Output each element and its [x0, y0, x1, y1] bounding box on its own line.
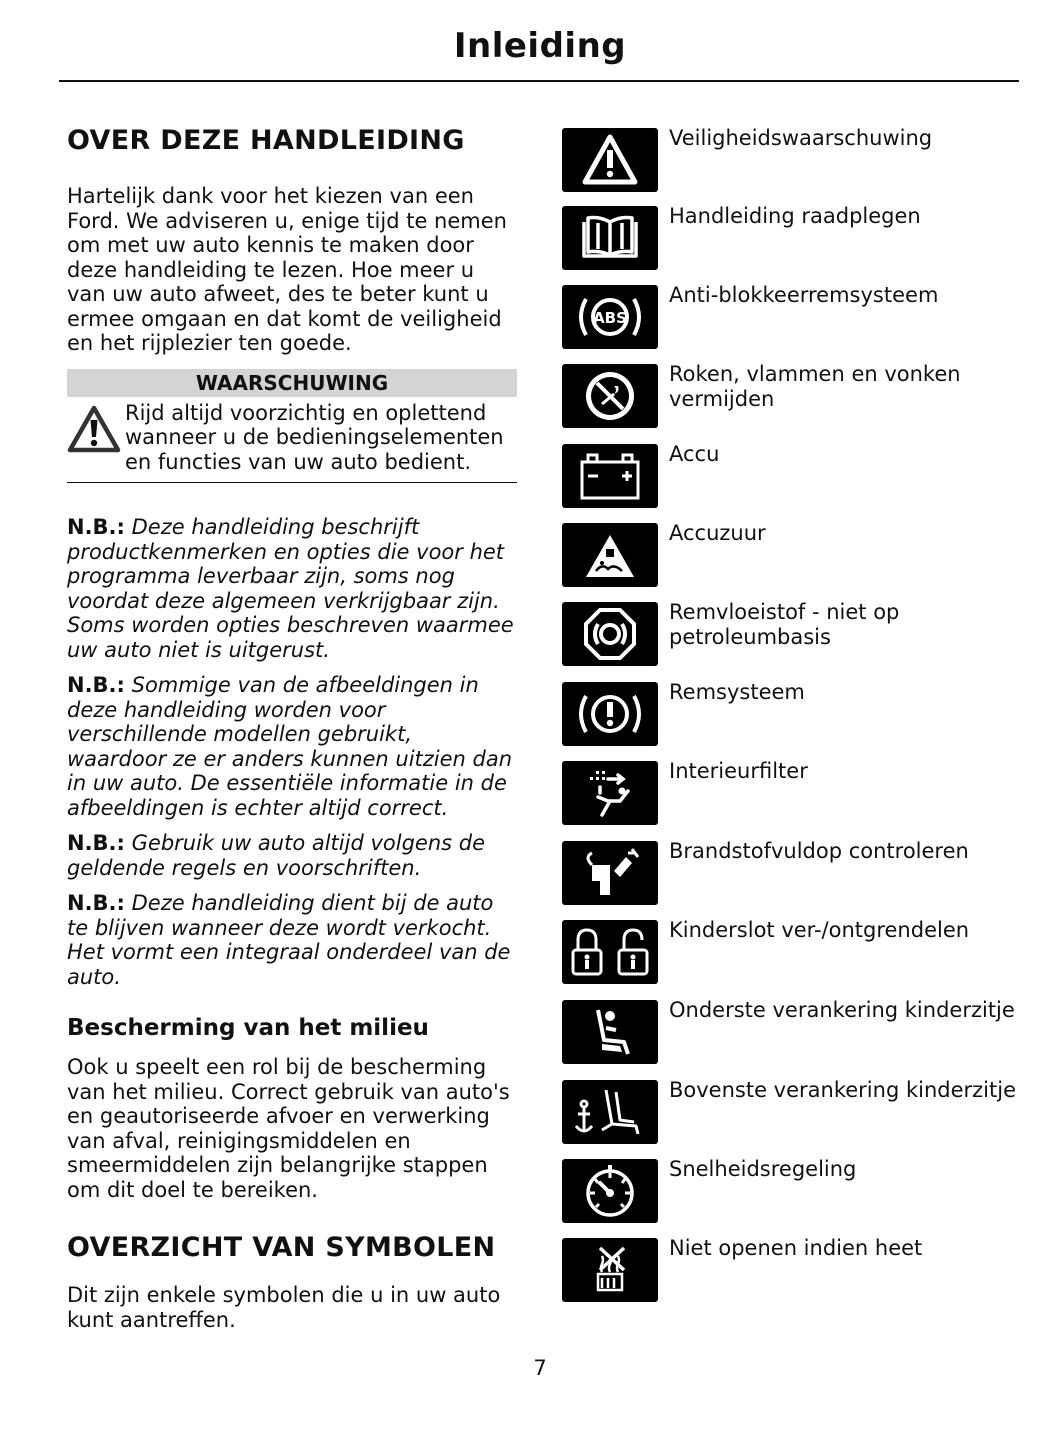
symbol-label: Onderste verankering kinderzitje [669, 998, 1015, 1022]
symbol-row [562, 204, 1032, 270]
warning-box-title: WAARSCHUWING [67, 369, 517, 397]
note-text: Gebruik uw auto altijd volgens de geldende regels en voorschriften. [67, 831, 486, 880]
environment-paragraph: Ook u speelt een rol bij de bescherming van het milieu. Correct gebruik van auto's en geautoriseerde afvoer en verwerking van afval, reinigingsmiddelen en smeermiddelen zijn belangrijke stappen om dit doel te bereiken. [67, 1055, 510, 1202]
symbol-label: Kinderslot ver-/ontgrendelen [669, 918, 970, 942]
symbol-row [562, 1236, 1032, 1302]
cabin-filter-icon [562, 761, 658, 825]
symbol-row [562, 362, 1032, 428]
brake-system-icon [562, 682, 658, 746]
note-label: N.B.: [67, 673, 125, 697]
title-divider [59, 80, 1019, 82]
symbol-label: Accuzuur [669, 521, 766, 545]
symbol-label: Roken, vlammen en vonken vermijden [669, 362, 961, 411]
symbol-label: Anti-blokkeerremsysteem [669, 283, 939, 307]
book-icon [562, 206, 658, 270]
symbol-label: Handleiding raadplegen [669, 204, 921, 228]
note-paragraph [67, 673, 517, 820]
lower-child-seat-anchor-icon [562, 1000, 658, 1064]
page-number: 7 [533, 1356, 547, 1380]
note-text: Deze handleiding beschrijft productkenmerken en opties die voor het programma leverbaar zijn, soms nog voordat deze algemeen verkrijgbaar zijn. Soms worden opties beschreven waarmee uw auto niet is uitgerust. [67, 515, 514, 662]
warning-box [67, 397, 517, 484]
symbol-row [562, 1078, 1032, 1144]
symbol-label: Veiligheidswaarschuwing [669, 126, 933, 150]
abs-icon-text: ABS [593, 309, 627, 327]
page-title: Inleiding [453, 26, 627, 66]
note-text: Deze handleiding dient bij de auto te blijven wanneer deze wordt verkocht. Het vormt een integraal onderdeel van de auto. [67, 891, 511, 989]
symbol-label: Accu [669, 442, 720, 466]
battery-acid-icon [562, 523, 658, 587]
speed-control-icon [562, 1159, 658, 1223]
note-paragraph [67, 515, 517, 662]
symbol-row [562, 283, 1032, 349]
child-lock-icon [562, 920, 658, 984]
symbol-label: Remsysteem [669, 680, 805, 704]
warning-triangle-icon [67, 403, 125, 475]
note-text: Sommige van de afbeeldingen in deze handleiding worden voor verschillende modellen gebruikt, waardoor ze er anders kunnen uitzien dan in uw auto. De essentiële informatie in de afbeeldingen is echter altijd correct. [67, 673, 513, 820]
battery-icon [562, 444, 658, 508]
symbol-row [562, 600, 1032, 666]
fuel-cap-icon [562, 841, 658, 905]
note-label: N.B.: [67, 891, 125, 915]
symbol-row [562, 839, 1032, 905]
symbol-row [562, 998, 1032, 1064]
note-paragraph [67, 831, 517, 880]
symbol-row [562, 1157, 1032, 1223]
symbol-label: Snelheidsregeling [669, 1157, 857, 1181]
section-heading-symbols: OVERZICHT VAN SYMBOLEN [67, 1232, 496, 1263]
do-not-open-hot-icon [562, 1238, 658, 1302]
symbol-label: Remvloeistof - niet op petroleumbasis [669, 600, 900, 649]
about-intro-paragraph: Hartelijk dank voor het kiezen van een Ford. We adviseren u, enige tijd te nemen om met uw auto kennis te maken door deze handleiding te lezen. Hoe meer u van uw auto afweet, des te beter kunt u ermee omgaan en dat komt de veiligheid en het rijplezier ten goede. [67, 184, 507, 355]
symbol-row [562, 126, 1032, 192]
symbol-label: Brandstofvuldop controleren [669, 839, 969, 863]
brake-fluid-icon [562, 602, 658, 666]
symbol-row [562, 442, 1032, 508]
symbol-row [562, 680, 1032, 746]
note-paragraph [67, 891, 517, 989]
symbol-row [562, 918, 1032, 984]
no-smoking-icon [562, 364, 658, 428]
note-label: N.B.: [67, 831, 125, 855]
section-heading-about: OVER DEZE HANDLEIDING [67, 125, 465, 156]
symbol-label: Niet openen indien heet [669, 1236, 923, 1260]
note-label: N.B.: [67, 515, 125, 539]
abs-icon [562, 285, 658, 349]
symbols-intro-paragraph: Dit zijn enkele symbolen die u in uw auto kunt aantreffen. [67, 1283, 501, 1332]
symbol-row [562, 521, 1032, 587]
symbol-label: Interieurfilter [669, 759, 808, 783]
warning-text: Rijd altijd voorzichtig en oplettend wanneer u de bedieningselementen en functies van uw auto bedient. [125, 400, 504, 474]
warning-triangle-icon [562, 128, 658, 192]
symbol-label: Bovenste verankering kinderzitje [669, 1078, 1016, 1102]
upper-child-seat-anchor-icon [562, 1080, 658, 1144]
left-column [67, 125, 517, 1332]
section-heading-environment: Bescherming van het milieu [67, 1015, 429, 1041]
symbol-row [562, 759, 1032, 825]
